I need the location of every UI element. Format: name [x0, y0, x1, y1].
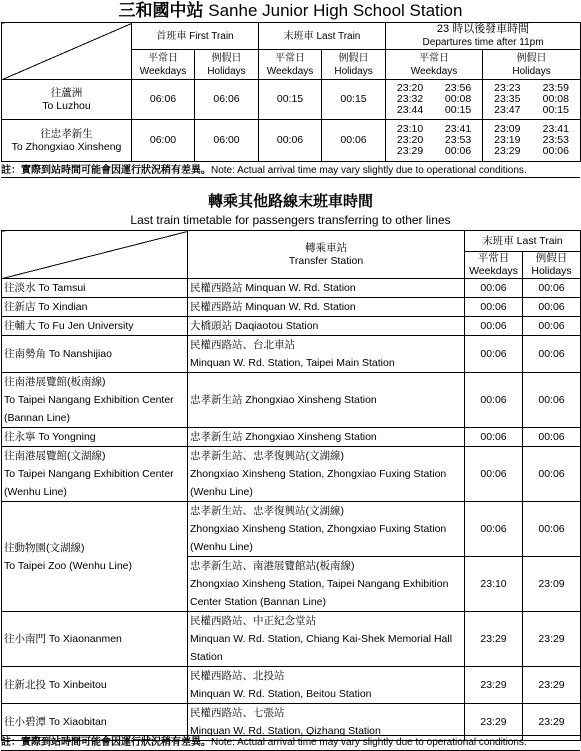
station-name-en: Sanhe Junior High School Station [208, 1, 463, 20]
table-row [2, 667, 581, 704]
table-row [2, 502, 581, 557]
weekday-time: 23:29 [465, 667, 523, 704]
departure-list-weekdays: 23:10 23:41 23:20 23:53 23:29 00:06 [386, 120, 483, 162]
weekday-time: 00:06 [465, 279, 523, 298]
corner-cell [2, 231, 188, 279]
table-row: 往忠孝新生 To Zhongxiao Xinsheng 06:00 06:00 00:06 00:06 23:10 23:41 23:20 23:53 23:29 00:06 23:09 23:41 23:19 23:53 23:29 00:06 [2, 120, 581, 162]
table-row [2, 447, 581, 502]
transfer-station-cell: 民權西路站、台北車站 Minquan W. Rd. Station, Taipei Main Station [188, 336, 465, 373]
transfer-station-cell: 民權西路站、北投站 Minquan W. Rd. Station, Beitou Station [188, 667, 465, 704]
holiday-time: 00:06 [523, 336, 581, 373]
first-last-train-table [1, 22, 581, 162]
last-train-header: 末班車 Last Train [259, 23, 386, 50]
holidays-header: 例假日 Holidays [523, 252, 581, 279]
last-train-header: 末班車 Last Train [465, 231, 581, 252]
table-row [2, 298, 581, 317]
transfer-station-cell: 民權西路站 Minquan W. Rd. Station [188, 298, 465, 317]
weekday-time: 23:29 [465, 704, 523, 741]
transfer-station-cell: 民權西路站、中正紀念堂站 Minquan W. Rd. Station, Chiang Kai-Shek Memorial Hall Station [188, 612, 465, 667]
weekday-time: 00:06 [465, 447, 523, 502]
weekday-time: 00:06 [465, 428, 523, 447]
holiday-time: 00:06 [523, 298, 581, 317]
holiday-time: 00:06 [523, 428, 581, 447]
weekday-time: 00:06 [465, 502, 523, 557]
table-row [2, 373, 581, 428]
destination-cell: 往新店 To Xindian [2, 298, 188, 317]
weekday-time: 00:06 [465, 373, 523, 428]
station-name-cn: 三和國中站 [118, 1, 204, 20]
destination-cell: 往動物園(文湖線) To Taipei Zoo (Wenhu Line) [2, 502, 188, 612]
table-row [2, 317, 581, 336]
holiday-time: 00:06 [523, 373, 581, 428]
transfer-title-cn: 轉乘其他路線末班車時間 [207, 193, 373, 210]
table-row [2, 336, 581, 373]
weekday-time: 00:06 [465, 298, 523, 317]
holiday-time: 00:06 [523, 447, 581, 502]
holiday-time: 23:29 [523, 667, 581, 704]
holiday-time: 00:06 [523, 279, 581, 298]
weekday-time: 00:06 [465, 336, 523, 373]
weekday-time: 23:29 [465, 612, 523, 667]
weekday-time: 23:10 [465, 557, 523, 612]
weekday-time: 00:06 [465, 317, 523, 336]
destination-cell: 往小碧潭 To Xiaobitan [2, 704, 188, 741]
transfer-station-header: 轉乘車站 Transfer Station [188, 231, 465, 279]
transfer-station-cell: 忠孝新生站 Zhongxiao Xinsheng Station [188, 428, 465, 447]
destination-cell: 往新北投 To Xinbeitou [2, 667, 188, 704]
transfer-station-cell: 民權西路站 Minquan W. Rd. Station [188, 279, 465, 298]
destination-cell: 往南勢角 To Nanshijiao [2, 336, 188, 373]
holiday-time: 23:09 [523, 557, 581, 612]
departure-list-holidays: 23:09 23:41 23:19 23:53 23:29 00:06 [483, 120, 581, 162]
corner-cell [2, 23, 132, 80]
table-row: 往蘆洲 To Luzhou 06:06 06:06 00:15 00:15 23:20 23:56 23:32 00:08 23:44 00:15 23:23 23:59 23:35 00:08 23:47 00:15 [2, 80, 581, 120]
destination-cell: 往輔大 To Fu Jen University [2, 317, 188, 336]
day-type-header-row: 平常日 Weekdays 例假日 Holidays 平常日 Weekdays 例假日 Holidays 平常日 Weekdays 例假日 Holidays [2, 50, 581, 80]
destination-cell: 往淡水 To Tamsui [2, 279, 188, 298]
table-row [2, 279, 581, 298]
destination-cell: 往南港展覽館(板南線) To Taipei Nangang Exhibition Center (Bannan Line) [2, 373, 188, 428]
transfer-station-cell: 大橋頭站 Daqiaotou Station [188, 317, 465, 336]
transfer-table [1, 230, 581, 741]
table-row [2, 612, 581, 667]
weekdays-header: 平常日 Weekdays [465, 252, 523, 279]
departure-list-holidays: 23:23 23:59 23:35 00:08 23:47 00:15 [483, 80, 581, 120]
after-23-header: 23 時以後發車時間 Departures time after 11pm [386, 23, 581, 50]
table-row [2, 428, 581, 447]
first-train-header: 首班車 First Train [132, 23, 259, 50]
operational-note-bottom: 註：實際到站時間可能會因運行狀況稍有差異。Note: Actual arrival time may vary slightly due to operational conditions. [1, 735, 580, 751]
transfer-title-en: Last train timetable for passengers transferring to other lines [130, 213, 451, 227]
holiday-time: 00:06 [523, 317, 581, 336]
holiday-time: 23:29 [523, 704, 581, 741]
destination-cell: 往小南門 To Xiaonanmen [2, 612, 188, 667]
destination-cell: 往南港展覽館(文湖線) To Taipei Nangang Exhibition Center (Wenhu Line) [2, 447, 188, 502]
holiday-time: 00:06 [523, 502, 581, 557]
operational-note: 註：實際到站時間可能會因運行狀況稍有差異。Note: Actual arrival time may vary slightly due to operational conditions. [1, 164, 580, 178]
transfer-station-cell: 忠孝新生站、忠孝復興站(文湖線) Zhongxiao Xinsheng Station, Zhongxiao Fuxing Station (Wenhu Line) [188, 447, 465, 502]
transfer-station-cell: 忠孝新生站、忠孝復興站(文湖線) Zhongxiao Xinsheng Station, Zhongxiao Fuxing Station (Wenhu Line) [188, 502, 465, 557]
transfer-station-cell: 民權西路站、七張站 Minquan W. Rd. Station, Qizhang Station [188, 704, 465, 741]
destination-cell: 往永寧 To Yongning [2, 428, 188, 447]
page-title [0, 0, 581, 22]
transfer-station-cell: 忠孝新生站、南港展覽館站(板南線) Zhongxiao Xinsheng Station, Taipei Nangang Exhibition Center Station (Bannan Line) [188, 557, 465, 612]
transfer-station-cell: 忠孝新生站 Zhongxiao Xinsheng Station [188, 373, 465, 428]
departure-list-weekdays: 23:20 23:56 23:32 00:08 23:44 00:15 [386, 80, 483, 120]
holiday-time: 23:29 [523, 612, 581, 667]
